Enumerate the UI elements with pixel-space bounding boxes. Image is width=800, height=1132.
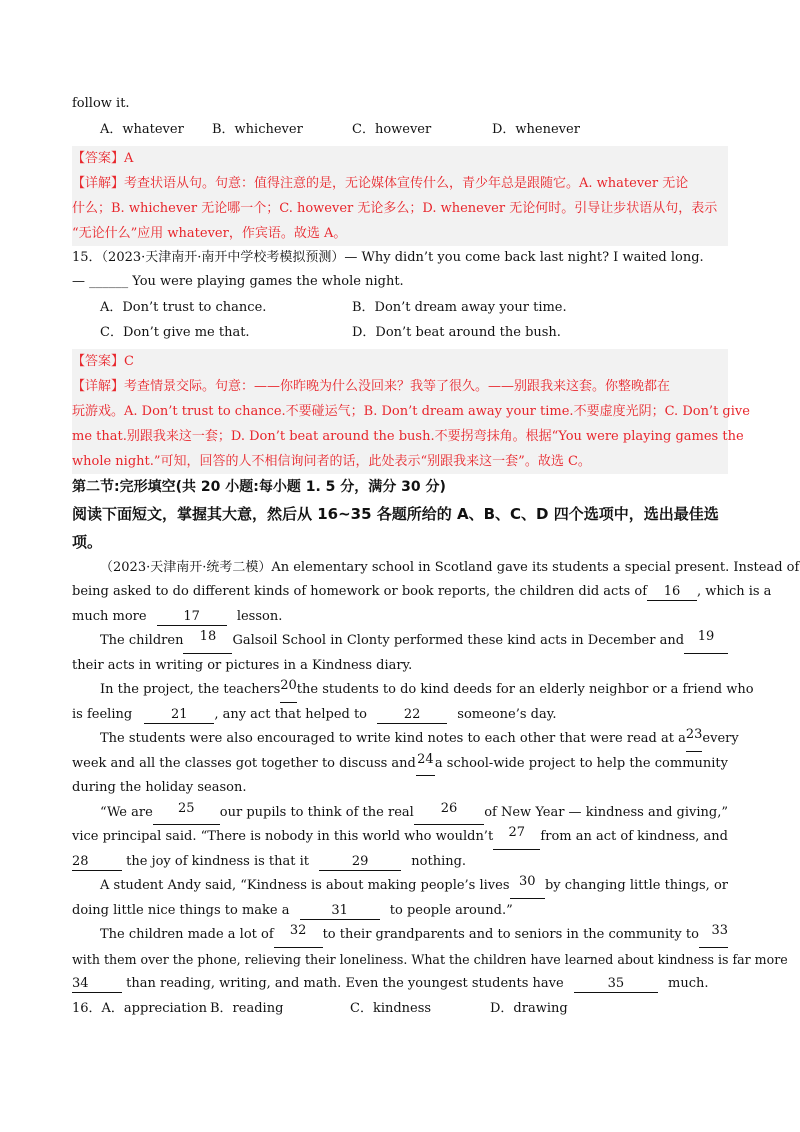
passage-text: , any act that helped to — [214, 706, 368, 722]
passage-line — [72, 703, 728, 728]
passage-text: from an act of kindness, and — [540, 829, 728, 844]
passage-text: someone’s day. — [457, 706, 557, 722]
q15-options-row — [72, 320, 728, 345]
q15-detail-line: 玩游戏。A. Don’t trust to chance.不要碰运气；B. Don’t dream away your time.不要虚度光阴；C. Don’t give — [72, 403, 750, 419]
blank-22: 22 — [377, 707, 447, 724]
blank-32: 32 — [274, 923, 323, 948]
q14-detail-line: 什么；B. whichever 无论哪一个；C. however 无论多么；D. whenever 无论何时。引导让步状语从句，表示 — [72, 200, 718, 216]
blank-30: 30 — [510, 874, 545, 899]
passage-line — [72, 580, 772, 605]
q15-detail-line: 【详解】考查情景交际。句意：——你昨晚为什么没回来？我等了很久。——别跟我来这套。你整晚都在 — [72, 378, 671, 394]
passage-line — [72, 850, 728, 875]
blank-17: 17 — [157, 609, 227, 626]
q14-answer: 【答案】A — [72, 150, 134, 166]
q14-option-b: B．whichever — [212, 121, 303, 137]
q16-option-c: C．kindness — [350, 1000, 432, 1016]
passage-text: to people around.” — [389, 902, 513, 918]
q14-option-c: C．however — [352, 121, 432, 137]
passage-text: than reading, writing, and math. Even the youngest students have — [126, 976, 564, 991]
passage-text: a school-wide project to help the community — [434, 755, 728, 771]
passage-line — [72, 801, 728, 826]
passage-line — [72, 923, 728, 948]
passage-text: , which is a — [697, 584, 772, 599]
passage-text: doing little nice things to make a — [72, 902, 290, 918]
blank-20: 20 — [280, 678, 297, 703]
passage-text: A student Andy said, “Kindness is about making people’s lives — [100, 878, 510, 893]
passage-text: The children — [100, 633, 184, 648]
blank-26: 26 — [414, 801, 484, 826]
blank-19: 19 — [684, 629, 728, 654]
passage-line: their acts in writing or pictures in a Kindness diary. — [72, 657, 413, 673]
passage-text: to their grandparents and to seniors in the community to — [322, 927, 699, 942]
blank-23: 23 — [686, 727, 703, 752]
blank-35: 35 — [574, 976, 658, 993]
section-instruction: 项。 — [72, 532, 103, 551]
passage-line — [72, 899, 728, 924]
q15-option-c: C．Don’t give me that. — [100, 324, 250, 340]
passage-line — [72, 874, 728, 899]
passage-line: during the holiday season. — [72, 780, 247, 795]
blank-34: 34 — [72, 976, 122, 993]
q14-options — [72, 117, 728, 142]
q15-answer: 【答案】C — [72, 353, 134, 369]
passage-text: of New Year — kindness and giving,” — [484, 804, 728, 820]
section-instruction: 阅读下面短文，掌握其大意，然后从 16~35 各题所给的 A、B、C、D 四个选项中，选出最佳选 — [72, 504, 719, 523]
blank-31: 31 — [300, 903, 380, 920]
passage-text: every — [702, 731, 739, 746]
blank-33: 33 — [699, 923, 728, 948]
passage-line: （2023·天津南开·统考二模）An elementary school in Scotland gave its students a special present. Instead of — [100, 559, 800, 575]
blank-29: 29 — [319, 854, 401, 871]
q15-option-a: A．Don’t trust to chance. — [100, 299, 267, 315]
passage-text: is feeling — [72, 706, 133, 722]
passage-text: Galsoil School in Clonty performed these kind acts in December and — [232, 633, 685, 648]
passage-text: vice principal said. “There is nobody in this world who wouldn’t — [72, 829, 494, 844]
q16-option-a: 16．A．appreciation — [72, 1000, 208, 1016]
blank-18: 18 — [183, 629, 232, 654]
passage-text: In the project, the teachers — [100, 682, 281, 697]
passage-line — [72, 727, 739, 752]
passage-line — [72, 605, 728, 630]
q16-options — [72, 997, 728, 1022]
passage-line — [72, 752, 728, 777]
q15-options-row — [72, 295, 728, 320]
passage-text: week and all the classes got together to discuss and — [72, 755, 416, 771]
q14-option-a: A．whatever — [100, 121, 184, 137]
passage-line — [72, 825, 728, 850]
blank-21: 21 — [144, 707, 214, 724]
passage-text: our pupils to think of the real — [219, 804, 414, 820]
passage-text: much more — [72, 608, 147, 624]
blank-27: 27 — [493, 825, 540, 850]
passage-text: The students were also encouraged to write kind notes to each other that were read at a — [100, 731, 686, 746]
q15-detail-line: whole night.”可知，回答的人不相信询问者的话，此处表示“别跟我来这一套”。故选 C。 — [72, 453, 591, 469]
q14-answer-block — [72, 146, 728, 246]
q14-detail-line: 【详解】考查状语从句。句意：值得注意的是，无论媒体宣传什么，青少年总是跟随它。A. whatever 无论 — [72, 175, 689, 191]
q14-detail-line: “无论什么”应用 whatever，作宾语。故选 A。 — [72, 225, 347, 241]
q14-stem-tail: follow it. — [72, 96, 130, 111]
passage-text: nothing. — [411, 853, 467, 869]
section-title: 第二节:完形填空(共 20 小题:每小题 1. 5 分，满分 30 分) — [72, 478, 446, 495]
q15-option-d: D．Don’t beat around the bush. — [352, 324, 561, 340]
q15-option-b: B．Don’t dream away your time. — [352, 299, 567, 315]
blank-24: 24 — [416, 752, 435, 777]
passage-text: “We are — [100, 804, 153, 820]
q14-option-d: D．whenever — [492, 121, 580, 137]
passage-text: the joy of kindness is that it — [126, 853, 309, 869]
passage-text: The children made a lot of — [100, 927, 274, 942]
passage-line: with them over the phone, relieving their loneliness. What the children have learned about kindness is far more — [72, 951, 788, 967]
passage-line — [72, 972, 728, 997]
blank-16: 16 — [647, 584, 697, 601]
passage-text: lesson. — [236, 608, 283, 624]
blank-25: 25 — [153, 801, 220, 826]
q15-stem-line: 15．（2023·天津南开·南开中学校考模拟预测）— Why didn’t you come back last night? I waited long. — [72, 249, 704, 265]
blank-28: 28 — [72, 854, 122, 871]
passage-text: by changing little things, or — [544, 878, 728, 893]
passage-text: being asked to do different kinds of homework or book reports, the children did acts of — [72, 584, 648, 599]
passage-line — [72, 678, 754, 703]
q15-detail-line: me that.别跟我来这一套；D. Don’t beat around the bush.不要拐弯抹角。根据“You were playing games the — [72, 428, 744, 444]
passage-line — [72, 629, 728, 654]
q15-stem-line: — ______ You were playing games the whole night. — [72, 274, 404, 289]
passage-text: the students to do kind deeds for an elderly neighbor or a friend who — [296, 682, 754, 697]
q15-answer-block — [72, 349, 750, 474]
q16-option-b: B．reading — [210, 1000, 284, 1016]
document-page — [72, 92, 800, 1021]
q16-option-d: D．drawing — [490, 1000, 568, 1016]
passage-text: much. — [668, 976, 709, 991]
